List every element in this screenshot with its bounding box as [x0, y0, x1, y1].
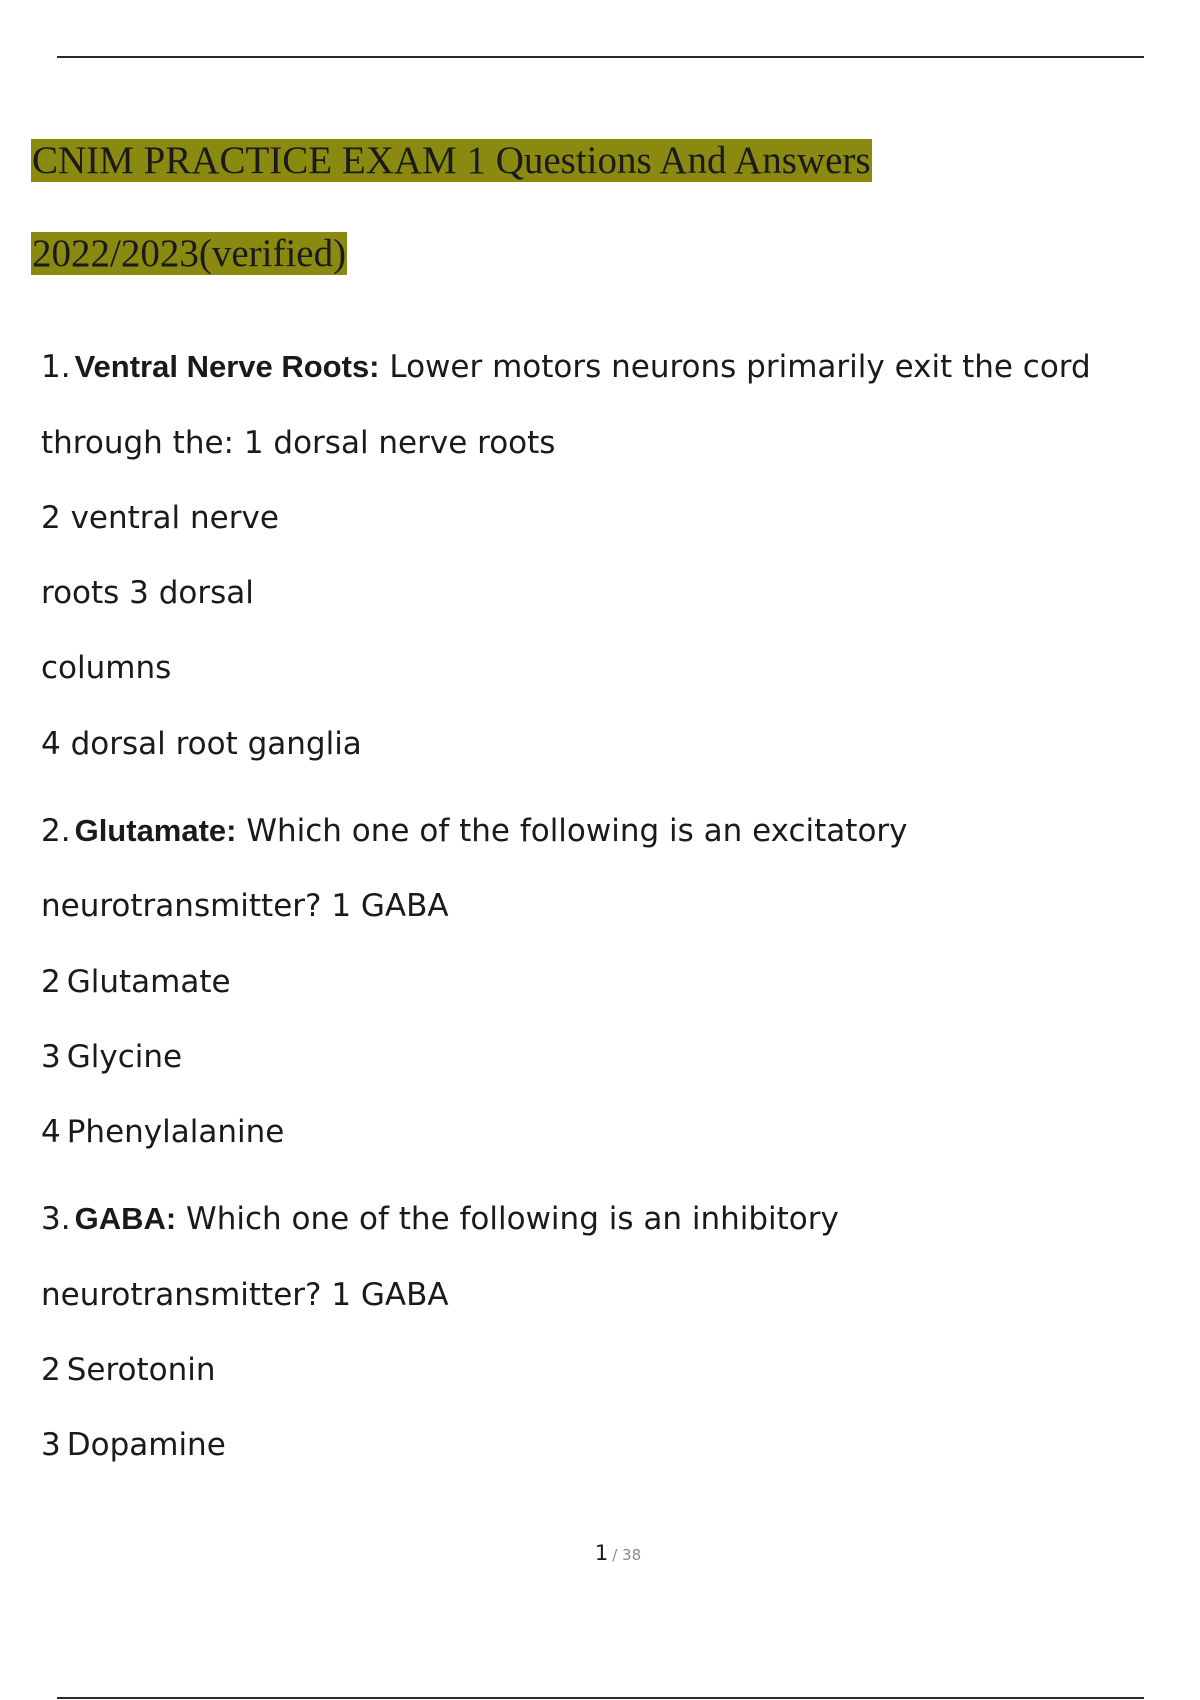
question-1-line: 4 dorsal root ganglia [41, 726, 362, 762]
question-2-option: 4 Phenylalanine [41, 1114, 285, 1150]
question-1-line: roots 3 dorsal [41, 575, 254, 611]
question-3-header [41, 1199, 839, 1239]
page-number [0, 1541, 1200, 1565]
question-prompt: Lower motors neurons primarily exit the cord [379, 349, 1091, 385]
question-number: 1. [41, 349, 71, 385]
question-2-option: 3 Glycine [41, 1039, 183, 1075]
question-number: 3. [41, 1201, 71, 1237]
question-1-line: 2 ventral nerve [41, 500, 279, 536]
total-pages: / 38 [612, 1546, 642, 1564]
question-prompt: Which one of the following is an excitatory [236, 813, 908, 849]
question-term: Ventral Nerve Roots: [74, 349, 380, 384]
question-3-prompt-continued: neurotransmitter? 1 GABA [41, 1277, 449, 1313]
question-3-option: 3 Dopamine [41, 1427, 226, 1463]
question-2-prompt-continued: neurotransmitter? 1 GABA [41, 888, 449, 924]
question-number: 2. [41, 813, 71, 849]
question-2-option: 2 Glutamate [41, 964, 231, 1000]
question-1-line: columns [41, 650, 172, 686]
current-page: 1 [594, 1541, 609, 1565]
question-term: GABA: [74, 1201, 177, 1236]
document-title-line-2: 2022/2023(verified) [32, 232, 347, 275]
question-term: Glutamate: [74, 813, 237, 848]
question-prompt: Which one of the following is an inhibitory [176, 1201, 839, 1237]
question-3-option: 2 Serotonin [41, 1352, 216, 1388]
question-2-header [41, 811, 908, 851]
document-title-line-1: CNIM PRACTICE EXAM 1 Questions And Answers [32, 139, 871, 182]
question-1-prompt-continued: through the: 1 dorsal nerve roots [41, 425, 556, 461]
question-1-header [41, 347, 1091, 387]
bottom-rule [57, 1697, 1144, 1699]
top-rule [57, 56, 1144, 58]
